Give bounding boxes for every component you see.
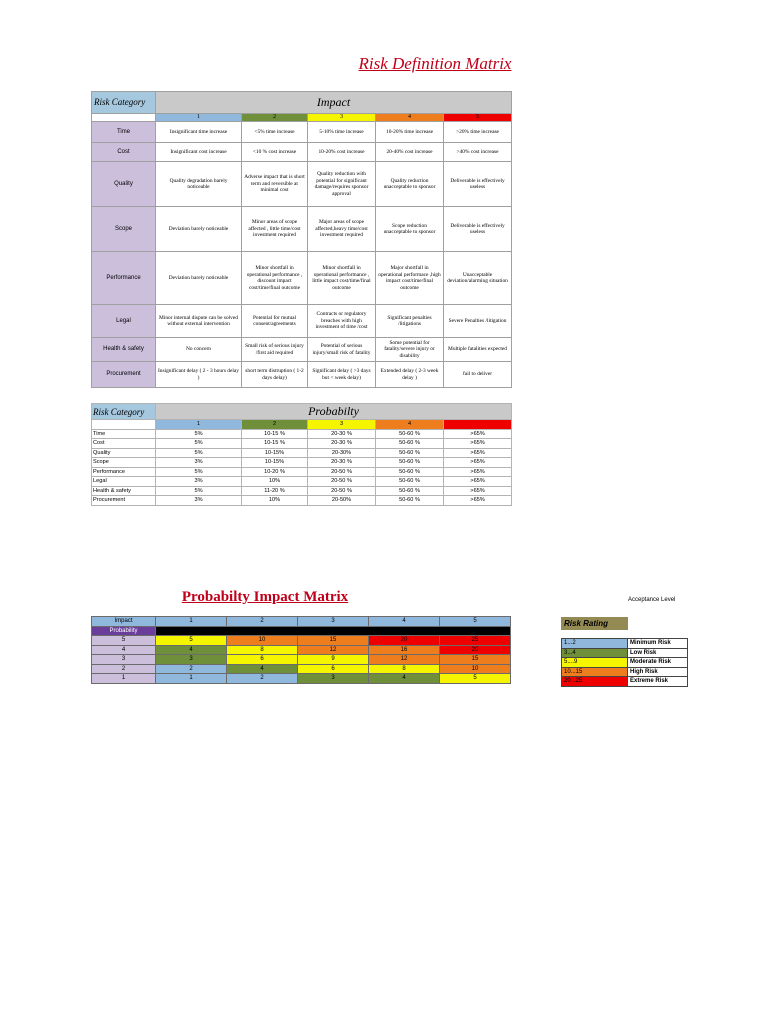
impact-cell: 20-40% cost increase [376,143,444,162]
pim-probability-level: 5 [92,636,156,646]
impact-level-4: 4 [376,114,444,122]
probability-cell: 5% [156,467,242,477]
table-row [92,207,512,252]
pim-cell: 2 [156,664,227,674]
impact-cell: Deliverable is effectively useless [444,207,512,252]
pim-cell: 25 [440,636,511,646]
impact-cell: Quality reduction with potential for significant damage/requires sponsor approval [308,162,376,207]
pim-impact-label: Impact [92,617,156,627]
probability-level-blank [92,420,156,430]
impact-cell: Extended delay ( 2-3 week delay ) [376,362,444,388]
impact-cell: Insignificant time increase [156,122,242,143]
probability-level-3: 3 [308,420,376,430]
pim-cell: 4 [156,645,227,655]
pim-probability-level: 3 [92,655,156,665]
impact-cell: <10 % cost increase [242,143,308,162]
pim-impact-level: 4 [369,617,440,627]
impact-category-cell: Cost [92,143,156,162]
impact-category-cell: Legal [92,305,156,338]
probability-level-1: 1 [156,420,242,430]
probability-cell: 20-50% [308,496,376,506]
probability-category-cell: Scope [92,458,156,468]
pim-impact-level: 5 [440,617,511,627]
pim-cell: 4 [227,664,298,674]
probability-cell: 50-60 % [376,477,444,487]
probability-cell: 10-15% [242,458,308,468]
impact-cell: >20% time increase [444,122,512,143]
impact-cell: Unacceptable deviation/alarming situation [444,252,512,305]
risk-range-cell: 3...4 [562,648,628,658]
impact-cell: Significant penalties /litigations [376,305,444,338]
probability-cell: >65% [444,429,512,439]
impact-cell: short term distruption ( 1-2 days delay) [242,362,308,388]
probability-cell: 11-20 % [242,486,308,496]
pim-cell: 9 [298,655,369,665]
table-row [92,122,512,143]
pim-cell: 6 [227,655,298,665]
probability-cell: 3% [156,458,242,468]
impact-header: Impact [156,92,512,114]
risk-level-cell: Moderate Risk [628,658,688,668]
probability-level-4: 4 [376,420,444,430]
probability-cell: 50-60 % [376,467,444,477]
probability-cell: 5% [156,429,242,439]
probability-category-cell: Cost [92,439,156,449]
impact-cell: Major shortfall in operational performace ,high impact cost/time/final outcome [376,252,444,305]
probability-category-cell: Quality [92,448,156,458]
pim-impact-level: 3 [298,617,369,627]
table-row [92,674,511,684]
probability-category-cell: Time [92,429,156,439]
impact-cell: Minor internal dispute can be solved without external intervention [156,305,242,338]
impact-cell: >40% cost increase [444,143,512,162]
pim-impact-level: 1 [156,617,227,627]
table-row [92,143,512,162]
probability-category-header: Risk Category [92,404,156,420]
table-row [92,477,512,487]
impact-category-header: Risk Category [92,92,156,114]
impact-category-cell: Performance [92,252,156,305]
impact-cell: Deviation barely noticeable [156,207,242,252]
impact-cell: 5-10% time increase [308,122,376,143]
impact-cell: Insignificant delay ( 2 - 3 hours delay ) [156,362,242,388]
probability-cell: >65% [444,496,512,506]
table-row [92,448,512,458]
risk-range-cell: 10...15 [562,667,628,677]
probability-cell: >65% [444,439,512,449]
probability-cell: 5% [156,486,242,496]
probability-cell: 20-30% [308,448,376,458]
pim-divider [156,626,511,636]
pim-cell: 5 [440,674,511,684]
pim-cell: 3 [156,655,227,665]
probability-category-cell: Procurement [92,496,156,506]
pim-cell: 12 [369,655,440,665]
impact-category-cell: Time [92,122,156,143]
pim-cell: 15 [440,655,511,665]
probability-category-cell: Performance [92,467,156,477]
table-row [92,429,512,439]
impact-level-2: 2 [242,114,308,122]
table-row [92,338,512,362]
table-row [92,252,512,305]
probability-cell: 5% [156,448,242,458]
probability-cell: 50-60 % [376,429,444,439]
impact-cell: Scope reduction unacceptable to sponsor [376,207,444,252]
table-row [92,636,511,646]
impact-level-5: 5 [444,114,512,122]
impact-category-cell: Quality [92,162,156,207]
probability-cell: 50-60 % [376,486,444,496]
table-row [92,458,512,468]
probability-table [91,403,512,506]
probability-cell: >65% [444,448,512,458]
table-row [92,655,511,665]
table-row [92,467,512,477]
probability-impact-matrix [91,616,511,684]
pim-cell: 2 [227,674,298,684]
probability-cell: 20-50 % [308,467,376,477]
impact-cell: Small risk of serious injury /first aid required [242,338,308,362]
table-row [562,639,688,649]
probability-cell: 20-30 % [308,439,376,449]
pim-cell: 20 [369,636,440,646]
probability-level-5 [444,420,512,430]
probability-cell: 20-30 % [308,458,376,468]
table-row [92,305,512,338]
table-row [92,645,511,655]
probability-cell: 5% [156,439,242,449]
risk-level-cell: Extreme Risk [628,677,688,687]
probability-cell: 20-50 % [308,477,376,487]
probability-cell: 10-15 % [242,429,308,439]
probability-cell: >65% [444,477,512,487]
pim-probability-label: Probability [92,626,156,636]
impact-cell: Potential of serious injury/small risk of fatality [308,338,376,362]
impact-cell: 10-20% cost increase [308,143,376,162]
impact-level-blank [92,114,156,122]
acceptance-level-label: Acceptance Level [628,597,676,603]
impact-level-3: 3 [308,114,376,122]
probability-cell: 50-60 % [376,439,444,449]
table-row [562,667,688,677]
impact-cell: Minor shortfall in operational performance , discount impact cost/time/final outcome [242,252,308,305]
pim-cell: 12 [298,645,369,655]
table-row [92,664,511,674]
pim-cell: 1 [156,674,227,684]
impact-cell: <5% time increase [242,122,308,143]
pim-cell: 4 [369,674,440,684]
impact-category-cell: Scope [92,207,156,252]
risk-rating-title: Risk Rating [561,617,628,630]
table-row [562,658,688,668]
pim-cell: 10 [227,636,298,646]
impact-cell: No concern [156,338,242,362]
impact-cell: Quality reduction unacceptable to sponsor [376,162,444,207]
impact-category-cell: Health & safety [92,338,156,362]
impact-cell: Significant delay ( >3 days but < week delay) [308,362,376,388]
pim-cell: 6 [298,664,369,674]
table-row [562,648,688,658]
table-row [92,496,512,506]
probability-category-cell: Legal [92,477,156,487]
impact-table [91,91,512,388]
impact-cell: Deviation barely noticeable [156,252,242,305]
pim-cell: 20 [440,645,511,655]
impact-cell: Insignificant cost increase [156,143,242,162]
table-row [92,439,512,449]
probability-cell: >65% [444,467,512,477]
pim-cell: 8 [227,645,298,655]
impact-cell: Adverse impact that is short term and reversible at minimal cost [242,162,308,207]
risk-level-cell: Low Risk [628,648,688,658]
probability-cell: 10% [242,496,308,506]
risk-range-cell: 5....9 [562,658,628,668]
probability-cell: 10-15 % [242,439,308,449]
probability-cell: 3% [156,477,242,487]
pim-probability-level: 4 [92,645,156,655]
impact-cell: Minor areas of scope affected , little time/cost investment required [242,207,308,252]
impact-cell: Contracts or regulatory breaches with high investment of time /cost [308,305,376,338]
impact-cell: Potential for mutual consent/agreements [242,305,308,338]
pim-cell: 3 [298,674,369,684]
impact-category-cell: Procurement [92,362,156,388]
table-row [92,362,512,388]
risk-level-cell: High Risk [628,667,688,677]
risk-rating-table [561,638,688,687]
impact-cell: Multiple fatalities expected [444,338,512,362]
pim-cell: 8 [369,664,440,674]
probability-cell: >65% [444,458,512,468]
probability-impact-matrix-title: Probabilty Impact Matrix [181,589,349,605]
pim-cell: 5 [156,636,227,646]
probability-cell: 3% [156,496,242,506]
impact-level-1: 1 [156,114,242,122]
impact-cell: Quality degradation barely noticeable [156,162,242,207]
table-row [92,486,512,496]
probability-cell: 10-15% [242,448,308,458]
impact-cell: fail to deliver [444,362,512,388]
page-title: Risk Definition Matrix [358,54,512,73]
risk-level-cell: Minimum Risk [628,639,688,649]
probability-header: Probabilty [156,404,512,420]
probability-cell: 50-60 % [376,448,444,458]
probability-level-2: 2 [242,420,308,430]
risk-range-cell: 20...25 [562,677,628,687]
probability-category-cell: Health & safety [92,486,156,496]
impact-cell: 10-20% time increase [376,122,444,143]
impact-cell: Deliverable is effectively useless [444,162,512,207]
probability-cell: 20-50 % [308,486,376,496]
table-row [92,162,512,207]
probability-cell: 50-60 % [376,496,444,506]
probability-cell: >65% [444,486,512,496]
pim-impact-level: 2 [227,617,298,627]
pim-probability-level: 2 [92,664,156,674]
pim-cell: 16 [369,645,440,655]
table-row [562,677,688,687]
pim-cell: 10 [440,664,511,674]
risk-range-cell: 1...2 [562,639,628,649]
probability-cell: 10% [242,477,308,487]
probability-cell: 50-60 % [376,458,444,468]
impact-cell: Minor shortfall in operational performance , little impact cost/time/final outcome [308,252,376,305]
pim-probability-level: 1 [92,674,156,684]
pim-cell: 15 [298,636,369,646]
impact-cell: Severe Penalties /litigation [444,305,512,338]
probability-cell: 10-20 % [242,467,308,477]
probability-cell: 20-30 % [308,429,376,439]
impact-cell: Major areas of scope affected,heavy time/cost investment required [308,207,376,252]
impact-cell: Some potential for fatality/severe injury or disability [376,338,444,362]
